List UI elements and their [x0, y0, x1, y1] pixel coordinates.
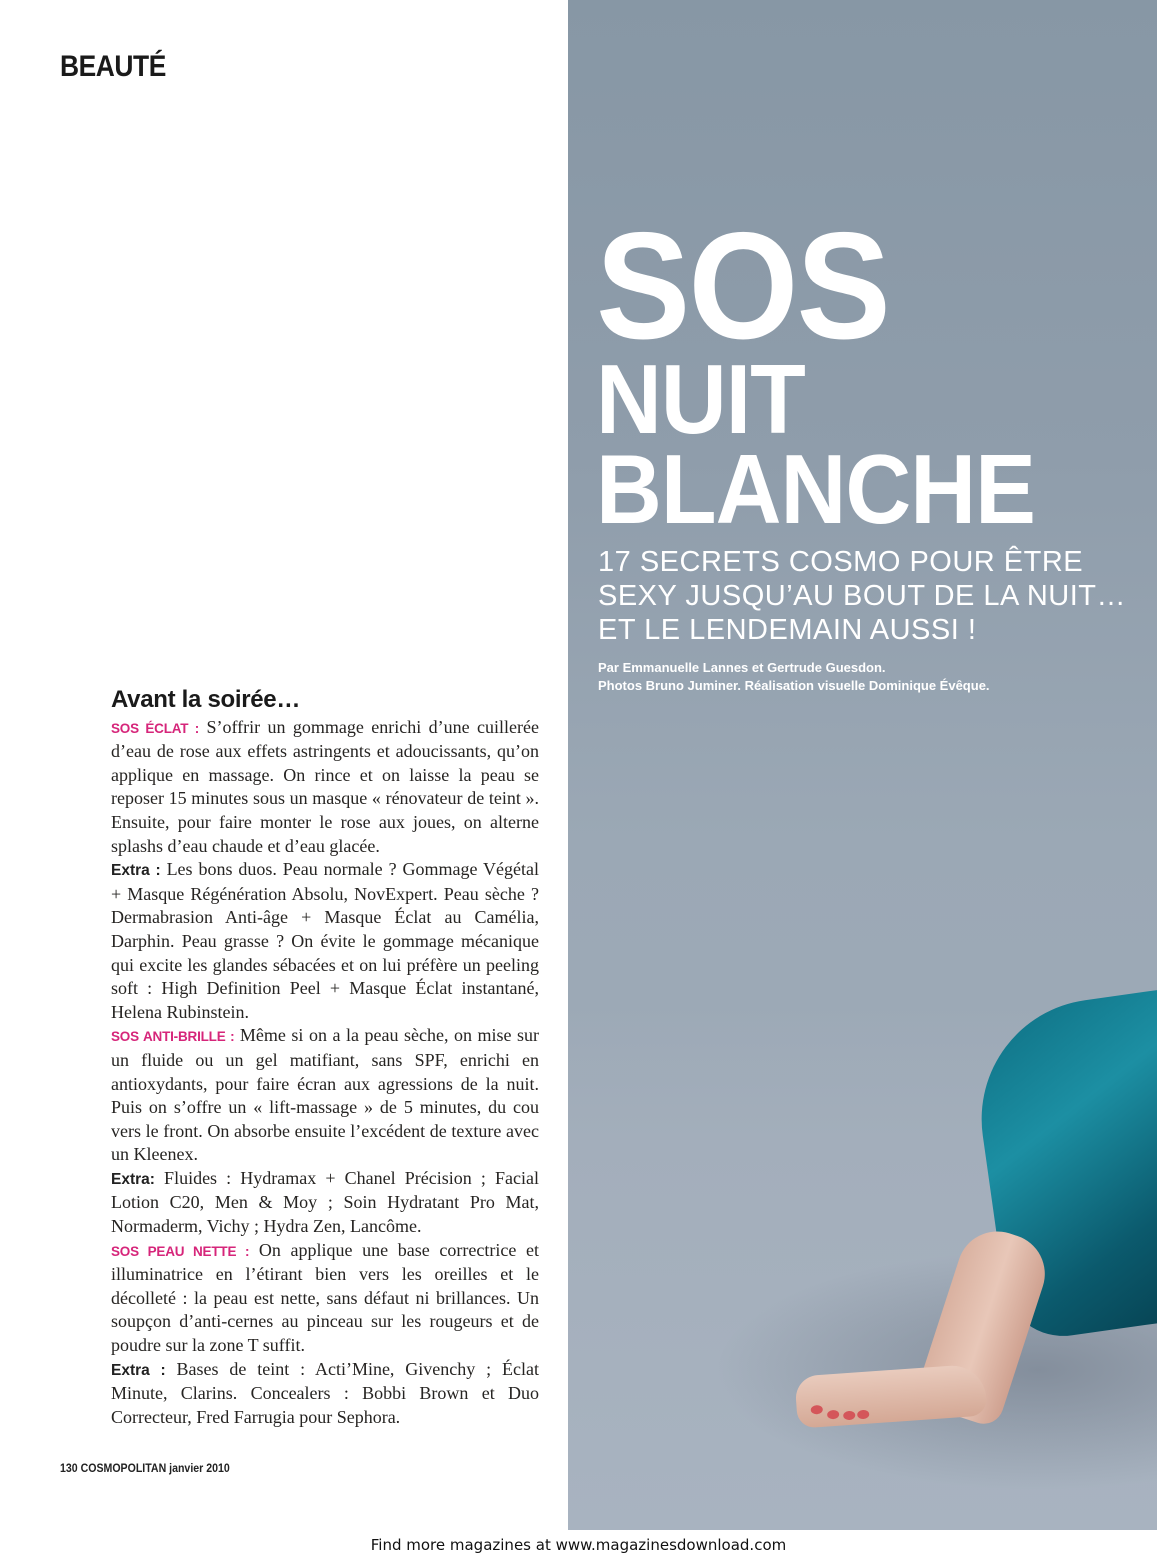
- article-paragraph: [111, 858, 539, 1024]
- credits-photos: Photos Bruno Juminer. Réalisation visuelle Dominique Évêque.: [598, 678, 990, 693]
- headline-line-2: NUIT: [596, 344, 805, 454]
- article-paragraph: [111, 1024, 539, 1167]
- paragraph-text: Bases de teint : Acti’Mine, Givenchy ; Éclat Minute, Clarins. Concealers : Bobbi Brown et Duo Correcteur, Fred Farrugia pour Sephora.: [111, 1358, 540, 1427]
- headline: [596, 201, 1068, 544]
- headline-line-3: BLANCHE: [596, 434, 1036, 544]
- painted-toenail: [827, 1410, 840, 1420]
- section-tag: BEAUTÉ: [60, 50, 166, 83]
- paragraph-label: SOS PEAU NETTE :: [111, 1243, 250, 1259]
- article-paragraph: [111, 1239, 539, 1358]
- credits-authors: Par Emmanuelle Lannes et Gertrude Guesdon.: [598, 660, 886, 675]
- painted-toenail: [810, 1405, 823, 1415]
- painted-toenail: [843, 1411, 856, 1421]
- paragraph-text: Même si on a la peau sèche, on mise sur un fluide ou un gel matifiant, sans SPF, enrichi en antioxydants, pour faire écran aux agressions de la nuit. Puis on s’offre un « lift-massage » de 5 minutes, du cou vers le front. On absorbe ensuite l’excédent de texture avec un Kleenex.: [111, 1025, 540, 1165]
- article-paragraph: [111, 716, 539, 859]
- paragraph-label: SOS ANTI-BRILLE :: [111, 1029, 235, 1045]
- article-title: Avant la soirée…: [111, 686, 301, 713]
- subhead: 17 SECRETS COSMO POUR ÊTRE SEXY JUSQU’AU BOUT DE LA NUIT… ET LE LENDEMAIN AUSSI !: [598, 546, 1126, 646]
- painted-toenail: [857, 1410, 870, 1420]
- paragraph-text: S’offrir un gommage enrichi d’une cuillerée d’eau de rose aux effets astringents et adoucissants, qu’on applique en massage. On rince et on laisse la peau se reposer 15 minutes sous un masque « rénovateur de teint ». Ensuite, pour faire monter le rose aux joues, on alterne splashs d’eau chaude et d’eau glacée.: [111, 716, 539, 856]
- paragraph-label: SOS ÉCLAT :: [111, 720, 200, 736]
- article-paragraph: [111, 1358, 539, 1430]
- headline-line-1: SOS: [596, 201, 889, 371]
- paragraph-label: Extra:: [111, 1170, 155, 1188]
- paragraph-text: Les bons duos. Peau normale ? Gommage Végétal + Masque Régénération Absolu, NovExpert. Peau sèche ? Dermabrasion Anti-âge + Masque Éclat au Camélia, Darphin. Peau grasse ? On évite le gommage mécanique qui excite les glandes sébacées et on lui préfère un peeling soft : High Definition Peel + Masque Éclat instantané, Helena Rubinstein.: [111, 859, 539, 1022]
- credits: [598, 659, 990, 695]
- paragraph-label: Extra :: [111, 1361, 166, 1379]
- article-paragraph: [111, 1167, 539, 1239]
- paragraph-text: On applique une base correctrice et illuminatrice en l’étirant bien vers les oreilles et le décolleté : la peau est nette, sans défaut ni brillances. Un soupçon d’anti-cernes au pinceau sur les rougeurs et de poudre sur la zone T suffit.: [111, 1239, 539, 1356]
- page-folio: 130 COSMOPOLITAN janvier 2010: [60, 1463, 230, 1475]
- paragraph-text: Fluides : Hydramax + Chanel Précision ; Facial Lotion C20, Men & Moy ; Soin Hydratant Pro Mat, Normaderm, Vichy ; Hydra Zen, Lancôme.: [111, 1167, 539, 1237]
- paragraph-label: Extra :: [111, 862, 161, 880]
- footer-watermark-link[interactable]: Find more magazines at www.magazinesdownload.com: [0, 1530, 1157, 1560]
- article-column: [111, 688, 539, 1429]
